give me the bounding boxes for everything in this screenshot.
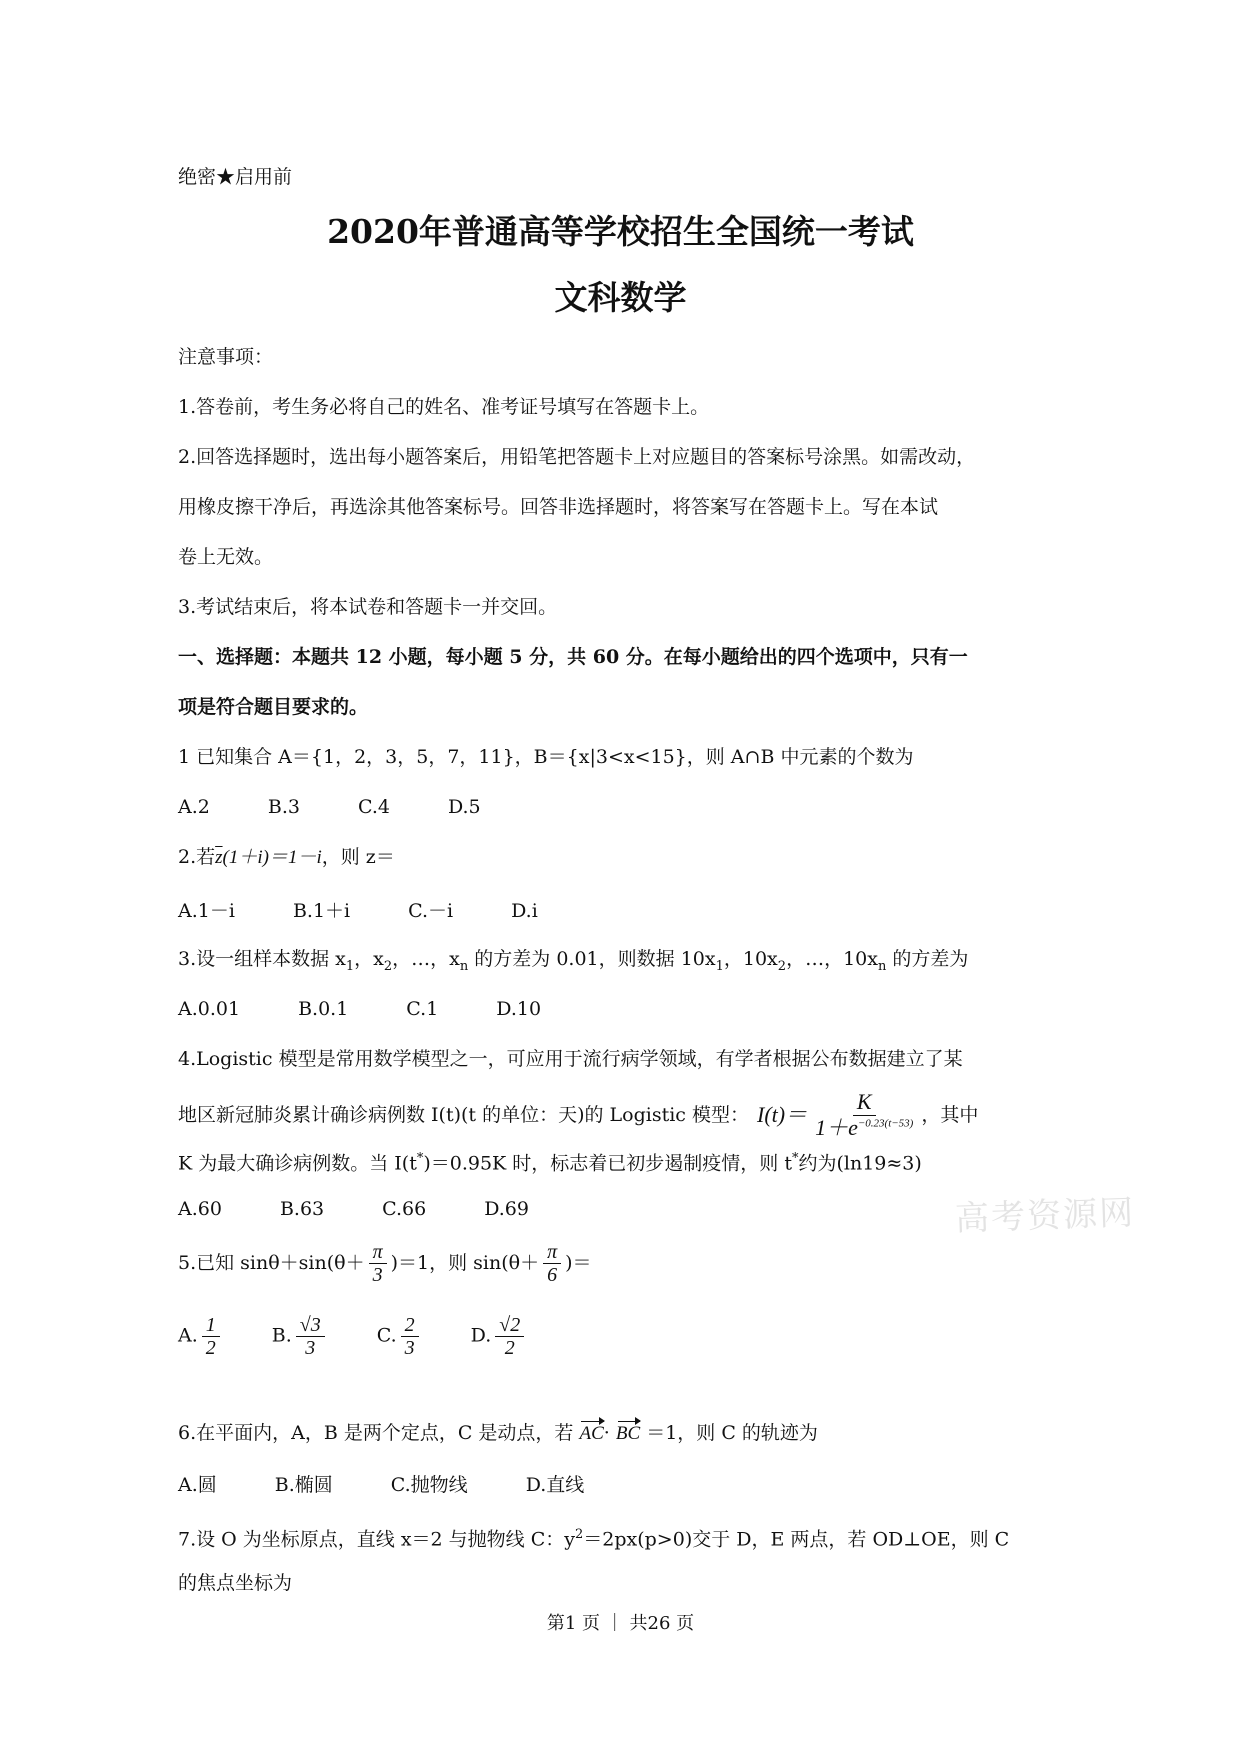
- pi-over-6: $\frac{\pi}{6}$: [543, 1241, 561, 1286]
- option-a: A. $\frac{1}{2}$: [178, 1314, 224, 1359]
- option-c: C.抛物线: [390, 1474, 468, 1496]
- exam-subject: 文科数学: [554, 278, 687, 317]
- notice-heading: 注意事项：: [178, 346, 274, 368]
- option-d: D.69: [484, 1198, 529, 1220]
- option-d: D.5: [447, 796, 481, 818]
- option-c: C.4: [357, 796, 390, 818]
- logistic-formula-fraction: $\frac{K}{1+e^{-0.23(t-53)}}$: [815, 1089, 914, 1140]
- notice-item-3: 3.考试结束后，将本试卷和答题卡一并交回。: [178, 596, 558, 618]
- option-d: D.i: [511, 900, 538, 922]
- option-c: C.－i: [408, 900, 454, 922]
- question-7-line-1: 7.设 O 为坐标原点，直线 x＝2 与抛物线 C：$y^2=2px(p>0)$交于 D，E 两点，若 OD⊥OE，则 C: [178, 1527, 1010, 1551]
- option-a: A.60: [178, 1198, 222, 1220]
- section-heading: 一、选择题：本题共 12 小题，每小题 5 分，共 60 分。在每小题给出的四个选项中，只有一: [178, 646, 968, 668]
- option-c: C. $\frac{2}{3}$: [377, 1314, 423, 1359]
- question-1-stem: 1 已知集合 A＝{1，2，3，5，7，11}，B＝{x|3<x<15}，则 A∩B 中元素的个数为: [178, 746, 914, 768]
- option-c: C.1: [406, 998, 439, 1020]
- option-b: B.0.1: [298, 998, 349, 1020]
- logistic-formula-lhs: I(t)＝: [757, 1102, 808, 1127]
- question-2-stem: 2.若$\overline{z}(1+i)=1-i$，则 z＝: [178, 846, 395, 868]
- option-b: B.椭圆: [274, 1474, 333, 1496]
- question-5-options: [178, 1306, 1068, 1366]
- vector-ac: AC: [579, 1421, 603, 1447]
- option-d: D.直线: [525, 1474, 585, 1496]
- question-2-equation: (1＋i)＝1－i: [222, 847, 322, 868]
- option-a: A.圆: [178, 1474, 217, 1496]
- question-5-stem: 5.已知 sinθ＋sin(θ＋ $\frac{\pi}{3}$ )＝1，则 sin(θ＋ $\frac{\pi}{6}$ )＝: [178, 1240, 592, 1286]
- option-a: A.2: [178, 796, 210, 818]
- question-4-options: [178, 1196, 1068, 1222]
- question-7-line-2: 的焦点坐标为: [178, 1572, 293, 1594]
- confidential-label: 绝密★启用前: [178, 166, 293, 188]
- question-6-options: [178, 1472, 1068, 1498]
- vector-bc: BC: [616, 1421, 640, 1447]
- z-conjugate: $\overline{z}$: [215, 847, 223, 868]
- option-a: A.0.01: [178, 998, 241, 1020]
- option-b: B.3: [267, 796, 300, 818]
- watermark: 高考资源网: [954, 1192, 1136, 1240]
- option-b: B.1＋i: [292, 900, 351, 922]
- pi-over-3: $\frac{\pi}{3}$: [369, 1241, 387, 1286]
- option-d: D.10: [496, 998, 542, 1020]
- notice-item-2: 2.回答选择题时，选出每小题答案后，用铅笔把答题卡上对应题目的答案标号涂黑。如需改动，: [178, 446, 976, 468]
- question-4-line-2: 地区新冠肺炎累计确诊病例数 I(t)(t 的单位：天)的 Logistic 模型： I(t)＝ $\frac{K}{1+e^{-0.23(t-53)}}$ ，其中: [178, 1089, 979, 1140]
- question-2-options: [178, 898, 1068, 924]
- option-c: C.66: [382, 1198, 427, 1220]
- question-3-options: [178, 996, 1068, 1022]
- option-b: B. $\frac{√3}{3}$: [272, 1314, 329, 1359]
- option-b: B.63: [279, 1198, 325, 1220]
- exam-title: 2020年普通高等学校招生全国统一考试: [327, 212, 914, 251]
- option-a: A.1－i: [178, 900, 235, 922]
- page-footer: 第1 页 ｜ 共26 页: [546, 1613, 695, 1634]
- question-1-options: [178, 794, 1068, 820]
- question-4-line-1: 4.Logistic 模型是常用数学模型之一，可应用于流行病学领域，有学者根据公布数据建立了某: [178, 1048, 963, 1070]
- question-3-stem: 3.设一组样本数据 $x_1$，$x_2$，…，$x_n$ 的方差为 0.01，则数据 $10x_1$，$10x_2$，…，$10x_n$ 的方差为: [178, 948, 969, 974]
- notice-item-1: 1.答卷前，考生务必将自己的姓名、准考证号填写在答题卡上。: [178, 396, 710, 418]
- question-4-line-3: K 为最大确诊病例数。当 I(t*)＝0.95K 时，标志着已初步遏制疫情，则 t*约为(ln19≈3): [178, 1151, 922, 1175]
- section-heading-cont: 项是符合题目要求的。: [178, 696, 369, 718]
- option-d: D. $\frac{√2}{2}$: [471, 1314, 529, 1359]
- notice-item-2-cont: 用橡皮擦干净后，再选涂其他答案标号。回答非选择题时，将答案写在答题卡上。写在本试: [178, 496, 939, 518]
- notice-item-2-end: 卷上无效。: [178, 546, 274, 568]
- question-6-stem: 6.在平面内，A，B 是两个定点，C 是动点，若 AC· BC ＝1，则 C 的轨迹为: [178, 1420, 1068, 1447]
